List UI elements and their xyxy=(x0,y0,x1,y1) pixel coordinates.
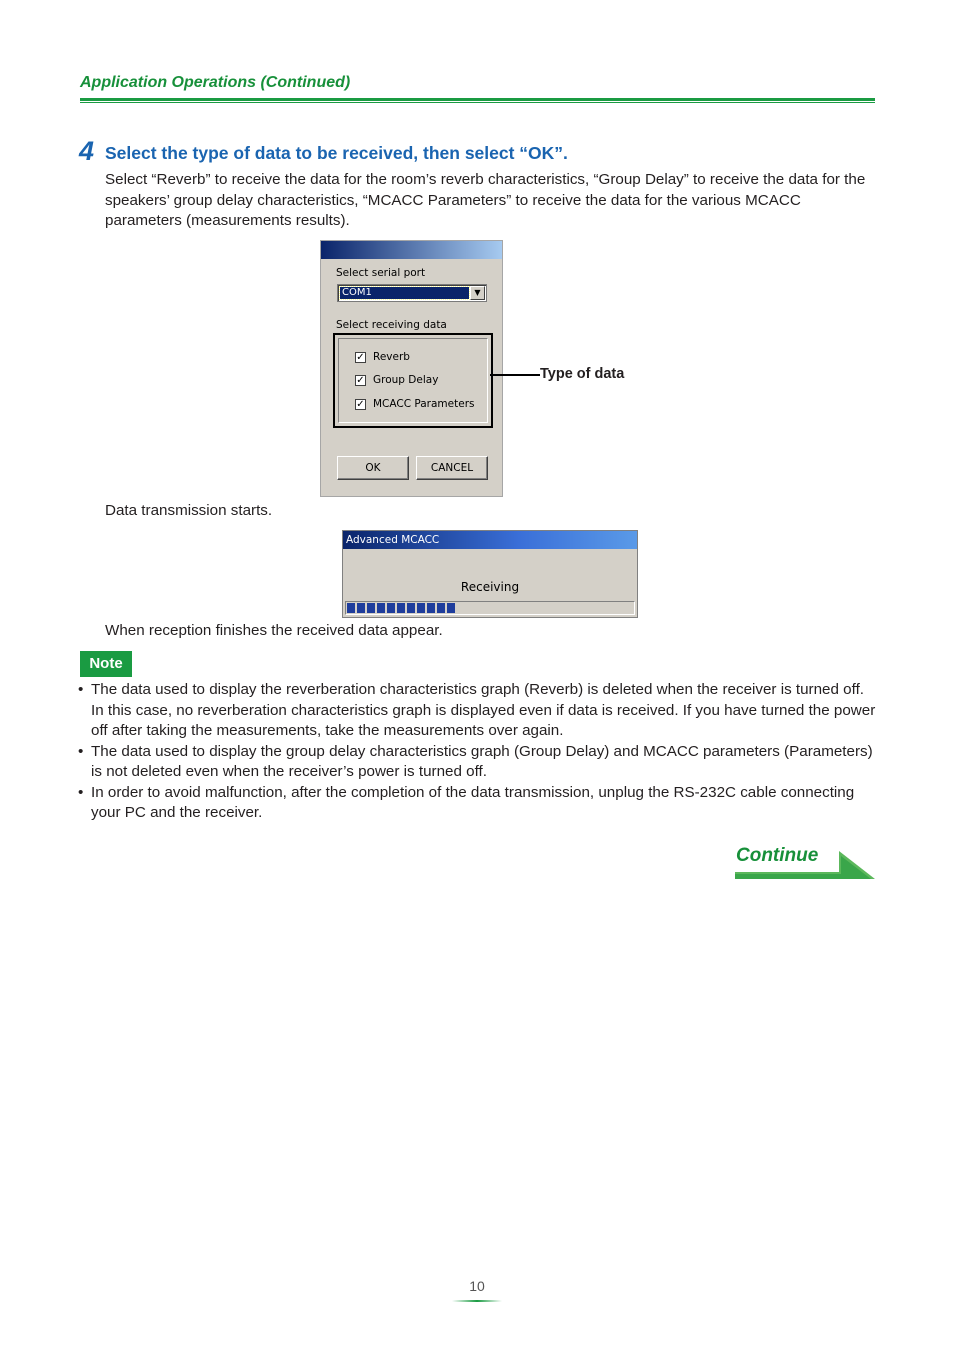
type-of-data-callout: Type of data xyxy=(540,366,625,382)
section-header: Application Operations (Continued) xyxy=(80,74,351,91)
serial-port-select[interactable] xyxy=(337,284,487,302)
progress-segment xyxy=(347,603,355,613)
page-number-rule xyxy=(452,1300,502,1302)
serial-port-label: Select serial port xyxy=(336,267,426,279)
note-item: • In order to avoid malfunction, after the completion of the data transmission, unplug the RS-232C cable connecting your PC and the receiver. xyxy=(78,783,855,821)
step-number: 4 xyxy=(79,136,95,166)
step-description: Select “Reverb” to receive the data for the room’s reverb characteristics, “Group Delay” to receive the data for the speakers’ group delay characteristics, “MCACC Parameters” to receive the data for the various MCACC parameters (measurements results). xyxy=(105,171,866,229)
progress-dialog xyxy=(342,530,638,618)
progress-segment xyxy=(387,603,395,613)
serial-port-value: COM1 xyxy=(340,287,469,299)
select-data-dialog xyxy=(320,240,503,497)
data-type-group xyxy=(333,333,493,428)
reverb-option[interactable] xyxy=(355,350,410,364)
group-delay-option[interactable] xyxy=(355,373,438,387)
continue-label: Continue xyxy=(736,845,819,866)
progress-segment xyxy=(437,603,445,613)
note-list xyxy=(78,680,878,824)
progress-segment xyxy=(427,603,435,613)
mcacc-parameters-label: MCACC Parameters xyxy=(373,398,475,410)
progress-segment xyxy=(447,603,455,613)
cancel-button[interactable]: CANCEL xyxy=(416,456,488,480)
finish-text: When reception finishes the received data appear. xyxy=(105,622,443,639)
mcacc-parameters-checkbox[interactable]: ✓ xyxy=(356,398,365,410)
ok-button[interactable]: OK xyxy=(337,456,409,480)
page-number: 10 xyxy=(469,1278,485,1294)
progress-fill xyxy=(347,603,461,613)
header-rule xyxy=(80,98,875,104)
dialog-title-bar xyxy=(321,241,502,259)
dropdown-arrow-icon[interactable]: ▼ xyxy=(470,286,485,300)
step-title: Select the type of data to be received, then select “OK”. xyxy=(105,143,568,163)
note-item: • The data used to display the group delay characteristics graph (Group Delay) and MCACC parameters (Parameters) is not deleted even when the receiver’s power is turned off. xyxy=(78,742,873,780)
progress-segment xyxy=(417,603,425,613)
progress-segment xyxy=(377,603,385,613)
receiving-data-label: Select receiving data xyxy=(336,319,447,331)
callout-line xyxy=(490,374,540,376)
reverb-checkbox[interactable]: ✓ xyxy=(356,351,365,363)
group-delay-label: Group Delay xyxy=(373,374,439,386)
note-badge: Note xyxy=(80,651,132,677)
note-item: • The data used to display the reverberation characteristics graph (Reverb) is deleted when the receiver is turned off. In this case, no reverberation characteristics graph is displayed even if data is received. If you have turned the power off after taking the measurements, take the measurements over again. xyxy=(78,681,876,739)
receiving-message: Receiving xyxy=(460,580,520,594)
progress-dialog-title: Advanced MCACC xyxy=(343,531,637,549)
progress-segment xyxy=(407,603,415,613)
mcacc-parameters-option[interactable] xyxy=(355,397,475,411)
progress-segment xyxy=(357,603,365,613)
group-delay-checkbox[interactable]: ✓ xyxy=(356,374,365,386)
progress-bar xyxy=(345,601,635,615)
reverb-label: Reverb xyxy=(373,351,410,363)
progress-segment xyxy=(397,603,405,613)
progress-segment xyxy=(367,603,375,613)
transmission-text: Data transmission starts. xyxy=(105,502,273,519)
